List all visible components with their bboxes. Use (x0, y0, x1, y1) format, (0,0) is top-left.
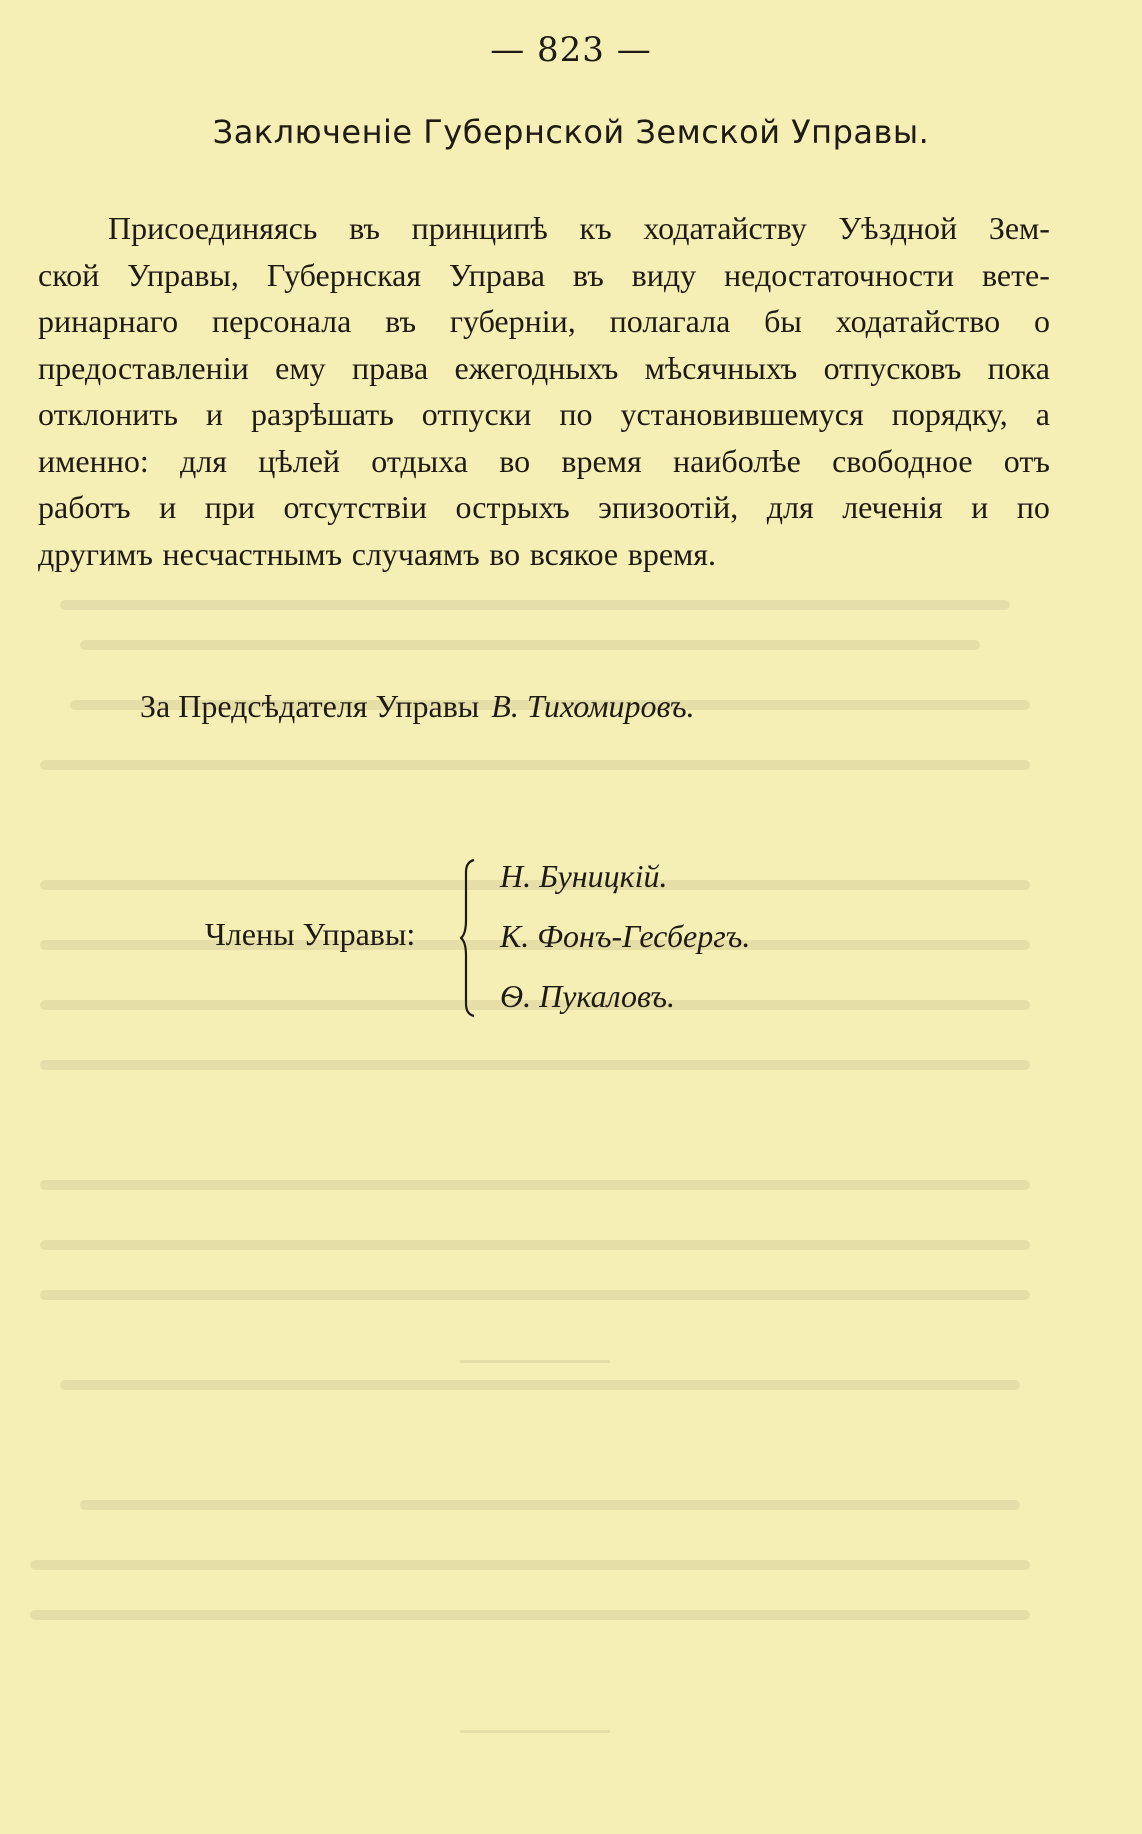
paragraph-word: Присоединяясь (108, 210, 318, 246)
paragraph-word: время. (627, 535, 716, 572)
paragraph-word: въ (349, 210, 380, 246)
brace-icon (460, 858, 478, 1018)
paragraph-line (38, 484, 1050, 531)
paragraph-word: установившемуся (620, 396, 864, 432)
member-name: К. Фонъ-Гесбергъ. (500, 918, 751, 954)
member-name: Ѳ. Пукаловъ. (500, 978, 676, 1014)
paragraph-word: недостаточности (724, 256, 955, 293)
paragraph-word: предоставленіи (38, 349, 249, 386)
paragraph-word: виду (631, 256, 697, 293)
members-label: Члены Управы: (205, 916, 416, 952)
paragraph-word: губерніи, (449, 303, 576, 339)
paragraph-word: эпизоотій, (598, 489, 739, 525)
paragraph-word: полагала (609, 303, 731, 339)
paragraph-word: вете- (981, 256, 1050, 293)
paragraph-word: и (159, 489, 177, 525)
paragraph-word: острыхъ (455, 489, 570, 525)
paragraph-line (38, 531, 1050, 578)
paragraph-word: наиболѣе (672, 442, 801, 479)
paragraph-line (38, 438, 1050, 485)
paragraph-word: бы (764, 303, 802, 339)
paragraph-line (38, 345, 1050, 392)
chairman-signature (140, 688, 695, 725)
signature-label: За Предсѣдателя Управы (140, 688, 480, 724)
paragraph-word: другимъ (38, 535, 153, 572)
page-number: — 823 — (490, 30, 652, 70)
paragraph-word: для (766, 489, 814, 525)
paragraph-line (38, 391, 1050, 438)
paragraph-word: а (1035, 396, 1050, 432)
paragraph-word: порядку, (891, 396, 1008, 432)
paragraph-line (38, 252, 1050, 299)
paragraph-line (38, 298, 1050, 345)
paragraph-word: Уѣздной (838, 210, 958, 246)
paragraph-word: по (559, 396, 593, 432)
paragraph-word: отпусковъ (823, 349, 962, 386)
paragraph-word: и (971, 489, 989, 525)
paragraph-word: и (205, 396, 224, 432)
paragraph-word: въ (572, 256, 604, 293)
paragraph-word: по (1016, 489, 1050, 525)
paragraph-word: мѣсячныхъ (644, 349, 798, 386)
paragraph-word: права (351, 349, 429, 386)
member-name: Н. Буницкій. (500, 858, 668, 894)
paragraph-word: въ (385, 303, 416, 339)
paragraph-word: именно: (38, 442, 149, 479)
paragraph-word: свободное (832, 442, 973, 479)
paragraph-word: ему (275, 349, 326, 386)
paragraph (38, 205, 1050, 577)
paragraph-word: для (179, 442, 227, 479)
paragraph-word: отпуски (421, 396, 532, 432)
paragraph-word: леченія (842, 489, 943, 525)
paragraph-word: ринарнаго (38, 303, 179, 339)
paragraph-word: о (1033, 303, 1050, 339)
paragraph-word: при (204, 489, 255, 525)
signature-name: В. Тихомировъ. (491, 688, 695, 724)
paragraph-word: ской (38, 256, 100, 293)
paragraph-word: случаямъ (351, 535, 480, 572)
paragraph-word: во (499, 442, 531, 479)
paragraph-word: пока (987, 349, 1050, 386)
paragraph-word: къ (579, 210, 612, 246)
paragraph-word: отъ (1003, 442, 1050, 479)
paragraph-word: ходатайство (835, 303, 1001, 339)
paragraph-word: во (489, 535, 521, 572)
paragraph-word: отклонить (38, 396, 178, 432)
paragraph-line (38, 205, 1050, 252)
paragraph-word: персонала (211, 303, 352, 339)
paragraph-word: Зем- (988, 210, 1050, 246)
paragraph-word: ежегодныхъ (454, 349, 619, 386)
paragraph-word: ходатайству (643, 210, 807, 246)
paragraph-word: разрѣшать (251, 396, 394, 432)
paragraph-word: Управа (448, 256, 545, 293)
paragraph-word: принципѣ (411, 210, 548, 246)
paragraph-word: всякое (529, 535, 619, 572)
paragraph-word: Губернская (266, 256, 422, 293)
paragraph-word: работъ (38, 489, 131, 525)
board-members (0, 858, 1142, 1018)
paragraph-word: цѣлей (258, 442, 341, 479)
paragraph-word: Управы, (127, 256, 239, 293)
paragraph-word: отдыха (371, 442, 468, 479)
paragraph-word: время (561, 442, 642, 479)
paragraph-word: отсутствіи (283, 489, 427, 525)
section-heading: Заключеніе Губернской Земской Управы. (212, 113, 930, 151)
paragraph-word: несчастнымъ (162, 535, 343, 572)
